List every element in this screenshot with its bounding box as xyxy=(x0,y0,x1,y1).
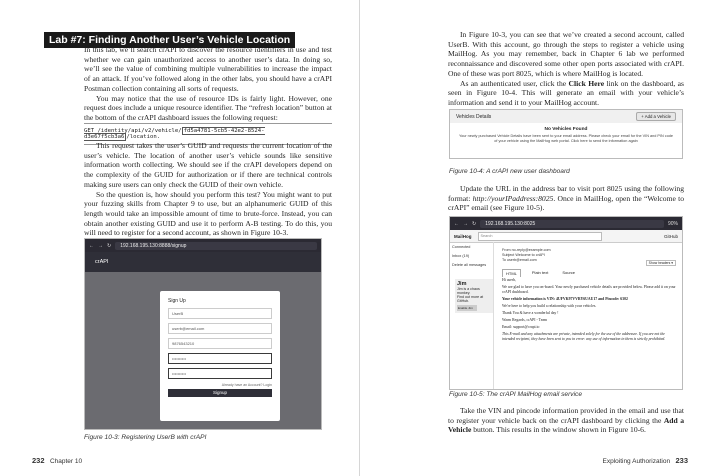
browser-bar xyxy=(85,239,321,252)
email-headers: From no-reply@example.com Subject Welcome to crAPI To userb@email.com xyxy=(502,248,551,263)
figure-10-3-caption: Figure 10-3: Registering UserB with crAPI xyxy=(84,434,207,441)
confirm-password-field: •••••••••• xyxy=(168,368,272,379)
sidebar-delete-all: Delete all messages xyxy=(452,263,487,267)
left-folio: 232 Chapter 10 xyxy=(32,456,83,465)
right-paragraph-3: Update the URL in the address bar to visit port 8025 using the following format: http://yourIPaddress:8025. Once in MailHog, open the “Welcome to crAPI” email (see Figure 10-5). xyxy=(448,184,685,213)
left-paragraph-3: This request takes the user’s GUID and requests the current location of the user’s vehicle. The location of another user’s vehicle sounds like sensitive information worth collecting. We should see if the crAPI developers depend on the complexity of the GUID for authorization or if there are technical controls making sure users can only check the GUID of their own vehicle. So the question is, how should you perform this test? You might want to put your fuzzing skills from Chapter 9 to use, but an alphanumeric GUID of this length would take an impossible amount of time to brute-force. Instead, you can obtain another existing GUID and use it to perform A-B testing. To do this, you will need to register for a second account, as shown in Figure 10-3. xyxy=(84,141,332,238)
lab-heading: Lab #7: Finding Another User’s Vehicle Location xyxy=(44,32,295,48)
address-bar: 192.168.195.130:8888/signup xyxy=(115,242,317,250)
tab-plain-text: Plain text xyxy=(531,270,549,275)
zoom-level: 90% xyxy=(667,220,678,227)
name-field: UserB xyxy=(168,308,272,319)
right-paragraph-1: In Figure 10-3, you can see that we’ve created a second account, called UserB. With this account, go through the steps to register a vehicle using MailHog. As you may remember, back in Chapter 6 lab we performed reconnaissance and discovered some other open ports associated with crAPI. One of these was port 8025, which is where MailHog is located. As an authenticated user, click the Click Here link on the dashboard, as seen in Figure 10-4. This will generate an email with your vehicle’s information and send it to your MailHog account. xyxy=(448,30,684,107)
search-input: Search xyxy=(478,232,602,241)
vehicle-details-screenshot xyxy=(449,109,683,159)
signup-screenshot xyxy=(84,238,322,430)
jim-panel: Jim Jim is a chaos monkey. Find out more at GitHub. Enable Jim xyxy=(455,279,493,313)
signup-button: Signup xyxy=(168,389,272,397)
forward-icon: → xyxy=(98,242,103,249)
crapi-topbar xyxy=(85,252,321,272)
sidebar-inbox: Inbox (19) xyxy=(452,254,470,258)
github-link: GitHub xyxy=(663,233,678,239)
mailhog-sidebar xyxy=(450,242,494,390)
login-note: Already have an Account? Login xyxy=(221,383,272,387)
phone-field: 9876543210 xyxy=(168,338,272,349)
add-vehicle-button: + Add a Vehicle xyxy=(636,112,676,121)
back-icon: ← xyxy=(454,220,459,227)
vehicle-details-header: Vehicles Details + Add a Vehicle xyxy=(450,110,682,123)
right-paragraph-4: Take the VIN and pincode information provided in the email and use that to register your vehicle back on the crAPI dashboard by clicking the Add a Vehicle button. This results in the window shown in Figure 10-6. xyxy=(448,406,684,435)
vehicle-message: Your newly purchased Vehicle Details have been sent to your email address. Please check your email for the VIN and PIN code of your vehicle using the MailHog web portal. Click here to send the information again xyxy=(458,134,674,143)
figure-10-5-caption: Figure 10-5: The crAPI MailHog email service xyxy=(449,391,583,398)
request-code: GET /identity/api/v2/vehicle/ fd5a4781-5cb5-42e2-8524-d3e67f5cb3a6 /location. xyxy=(84,123,332,145)
guid-highlight: fd5a4781-5cb5-42e2-8524-d3e67f5cb3a6 xyxy=(84,128,265,140)
mailhog-screenshot xyxy=(449,216,683,390)
reload-icon: ↻ xyxy=(107,242,112,249)
enable-jim-button: Enable Jim xyxy=(457,305,477,311)
reload-icon: ↻ xyxy=(472,220,477,227)
tab-html: HTML xyxy=(502,269,521,277)
email-body: Hi userb, We are glad to have you on-board. Your newly purchased vehicle details are provided below. Please add it on your crAPI dashboard. Your vehicle information is VIN: 4UFVK97VVRY6UAU17 and Pincode: 6302 We're here to help you build a relationship with your vehicles. Thank You & have a wonderful day ! Warm Regards, crAPI - Team Email: support@crapi.io This E-mail and any attachments are private, intended solely for the use of the addressee. If you are not the intended recipient, they have been sent to you in error: any use of information in them is strictly prohibited. xyxy=(502,278,676,341)
no-vehicles-text: No Vehicles Found xyxy=(544,127,588,132)
password-field: •••••••••• xyxy=(168,353,272,364)
show-headers-button: Show headers ▾ xyxy=(646,260,676,266)
browser-bar xyxy=(450,217,682,230)
mailhog-logo: MailHog xyxy=(454,233,472,239)
back-icon: ← xyxy=(89,242,94,249)
signup-title: Sign Up xyxy=(168,298,186,304)
sidebar-connected: Connected xyxy=(452,245,471,249)
app-name: crAPI xyxy=(95,259,109,265)
forward-icon: → xyxy=(463,220,468,227)
tab-source: Source xyxy=(562,270,576,275)
figure-10-4-caption: Figure 10-4: A crAPI new user dashboard xyxy=(449,168,570,175)
page-gutter xyxy=(359,0,360,476)
left-paragraph-1: In this lab, we’ll search crAPI to discover the resource identifiers in use and test whether we can gain unauthorized access to another user’s data. In doing so, we’ll see the value of combining multiple vulnerabilities to increase the impact of an attack. If you’ve followed along in the other labs, you should have a crAPI Postman collection containing all sorts of requests. You may notice that the use of resource IDs is fairly light. However, one request does include a unique resource identifier. The “refresh location” button at the bottom of the crAPI dashboard issues the following request: xyxy=(84,45,332,122)
address-bar: 192.168.195.130:8025 xyxy=(480,220,664,228)
mailhog-app xyxy=(450,230,682,390)
right-folio: Exploiting Authorization 233 xyxy=(602,456,688,465)
signup-card xyxy=(160,291,280,421)
email-field: userb@email.com xyxy=(168,323,272,334)
email-tabs xyxy=(502,269,578,277)
